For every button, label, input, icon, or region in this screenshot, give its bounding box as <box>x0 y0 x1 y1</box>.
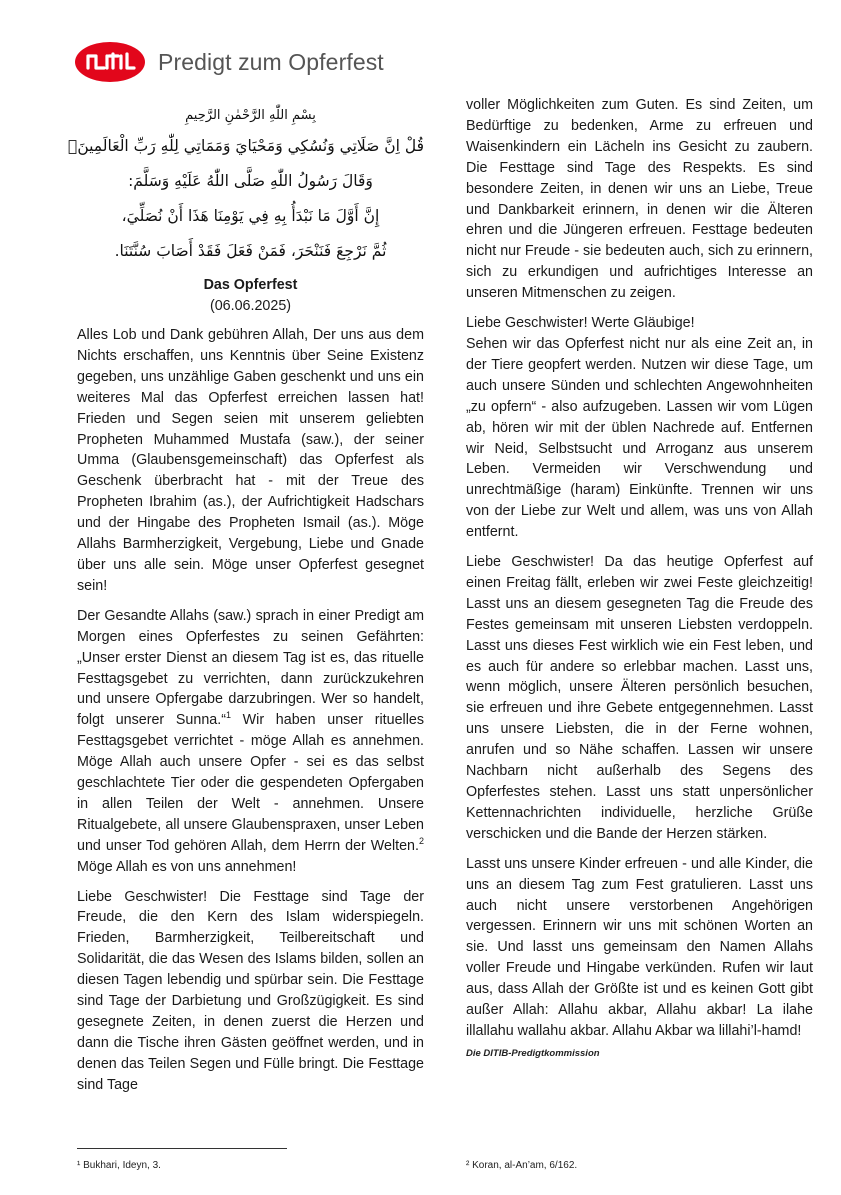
arabic-verse-block <box>68 103 424 269</box>
paragraph-opfer-heading: Liebe Geschwister! Werte Gläubige! <box>466 315 695 332</box>
page-header <box>74 40 384 84</box>
arabic-line-1: قُلْ اِنَّ صَلَاتِي وَنُسُكِي وَمَحْيَايَ وَمَمَاتِي لِلّٰهِ رَبِّ الْعَالَمِينَۙ <box>68 137 424 155</box>
paragraph-opfer: Sehen wir das Opferfest nicht nur als eine Zeit an, in der Tiere geopfert werden. Nutzen wir diese Tage, um auch unsere Sünden und schlechten Angewohnheiten „zu opfern“ - also aufzugeben. Lassen wir vom Lügen ab, hören wir mit der üblen Nachrede auf. Entfernen wir Neid, Selbstsucht und Arroganz aus unserem Leben. Vermeiden wir Verschwendung und unrechtmäßige (haram) Einkünfte. Trennen wir uns von der Liebe zur Welt und allem, was uns von Allah entfernt. <box>466 335 813 541</box>
arabic-line-4: ثُمَّ نَرْجِعَ فَنَنْحَرَ، فَمَنْ فَعَلَ فَقَدْ أَصَابَ سُنَّتَنَا. <box>114 242 387 260</box>
arabic-basmala: بِسْمِ اللّٰهِ الرَّحْمٰنِ الرَّحِيمِ <box>185 108 316 123</box>
paragraph-intro: Alles Lob und Dank gebühren Allah, Der uns aus dem Nichts erschaffen, uns Kenntnis über Seine Existenz gegeben, uns unzählige Gaben geschenkt und uns ein weiteres Mal das Opferfest erreichen lassen hat! Frieden und Segen seien mit unserem geliebten Propheten Muhammed Mustafa (saw.), der seiner Umma (Glaubensgemeinschaft) das Opferfest als Geschenk überbracht hat - mit der Treue des Propheten Ibrahim (as.), der Aufrichtigkeit Hadschars und der Hingabe des Propheten Ismail (as.). Möge Allahs Barmherzigkeit, Vergebung, Liebe und Gnade über uns alle sein. Möge unser Opferfest gesegnet sein! <box>77 327 424 594</box>
paragraph-freitag: Liebe Geschwister! Da das heutige Opferfest auf einen Freitag fällt, erleben wir zwei Feste gleichzeitig! Lasst uns an diesem gesegneten Tag die Freude des Festes gemeinsam mit unseren Liebsten verdoppeln. Lasst uns dieses Fest wirklich wie ein Fest leben, und es auch für andere so erlebbar machen. Lasst uns, wenn möglich, unsere Älteren persönlich besuchen, sie erfreuen und ihre Gebete entgegennehmen. Lasst uns unsere Liebsten, die in der Ferne wohnen, anrufen und so Nähe schaffen. Lassen wir unsere Nachbarn nicht außerhalb des Segens des Opferfestes stehen. Lasst uns statt unpersönlicher Kettennachrichten individuelle, herzliche Grüße verschicken und die Bande der Herzen stärken. <box>466 554 813 842</box>
ditib-logo <box>74 41 146 83</box>
right-column <box>466 95 813 1059</box>
sermon-heading <box>77 275 424 317</box>
arabic-line-2: وَقَالَ رَسُولُ اللّٰهِ صَلَّى اللّٰهُ عَلَيْهِ وَسَلَّمَ: <box>128 172 373 190</box>
hadith-text-end: Möge Allah es von uns annehmen! <box>77 858 297 875</box>
hadith-text: Der Gesandte Allahs (saw.) sprach in einer Predigt am Morgen eines Opferfestes zu seinen Gefährten: „Unser erster Dienst an diesem Tag ist es, das rituelle Festtagsgebet zu verrichten, dann zurückzukehren und unsere Opfergabe darzubringen. Wer so handelt, folgt unserer Sunna.“ <box>77 607 424 729</box>
paragraph-festtage-cont: voller Möglichkeiten zum Guten. Es sind Zeiten, um Bedürftige zu bedenken, Arme zu erfreuen und Waisenkindern ein Lächeln ins Gesicht zu zaubern. Die Festtage sind Tage des Respekts. Es sind besondere Zeiten, in denen wir uns an Liebe, Treue und Dankbarkeit erinnern, in denen wir die Älteren ehren und die Jüngeren erfreuen. Festtage bedeuten nicht nur Freude - sie bedeuten auch, sich zu erinnern, sich zu erkundigen und aufrichtiges Interesse an unseren Mitmenschen zu zeigen. <box>466 97 813 302</box>
footnote-ref-2: 2 <box>418 835 424 846</box>
footnote-ref-1: 1 <box>225 710 231 721</box>
left-column <box>68 95 424 1096</box>
footnote-1: ¹ Bukhari, Ideyn, 3. <box>77 1160 161 1171</box>
sermon-date: (06.06.2025) <box>209 298 292 314</box>
hadith-text-cont: Wir haben unser rituelles Festtagsgebet verrichtet - möge Allah es annehmen. Möge Allah auch unsere Opfer - sei es das selbst geschlachtete Tier oder die gespendeten Opfergaben in allen Teilen der Welt - annehmen. Unsere Ritualgebete, all unsere Glaubenspraxen, unser Leben und unser Tod gehören Allah, dem Herrn der Welten. <box>77 712 424 854</box>
footnote-2: ² Koran, al-An’am, 6/162. <box>466 1160 578 1171</box>
page-title: Predigt zum Opferfest <box>158 48 384 75</box>
paragraph-kinder: Lasst uns unsere Kinder erfreuen - und alle Kinder, die uns an diesem Tag zum Fest gratulieren. Lasst uns auch nicht unsere verstorbenen Angehörigen vergessen. Erinnern wir uns mit schönen Worten an sie. Und lasst uns gemeinsam den Namen Allahs voller Freude und Hingabe verkünden. Rufen wir laut aus, dass Allah der Größte ist und es keinen Gott gibt außer Allah: Allahu akbar, Allahu akbar! La ilahe illallahu wallahu akbar. Allahu Akbar wa lillahi’l-hamd! <box>466 855 813 1039</box>
sermon-title: Das Opferfest <box>203 277 298 293</box>
arabic-line-3: إِنَّ أَوَّلَ مَا نَبْدَأُ بِهِ فِي يَوْمِنَا هَذَا أَنْ نُصَلِّيَ، <box>121 207 380 225</box>
paragraph-festtage: Liebe Geschwister! Die Festtage sind Tage der Freude, die den Kern des Islam widerspiegeln. Frieden, Barmherzigkeit, Teilbereitschaft und Solidarität, die das Wesen des Islams bilden, sollen an diesen Tagen lebendig und spürbar sein. Die Festtage sind Tage der Darbietung und Großzügigkeit. Es sind gesegnete Zeiten, in denen zuerst die Herzen und dann die Tische ihren Gästen geöffnet werden, und in denen das Teilen Segen und Fülle bringt. Die Festtage sind Tage <box>77 888 424 1093</box>
signature: Die DITIB-Predigtkommission <box>466 1047 600 1059</box>
paragraph-hadith <box>77 606 424 878</box>
footnote-separator <box>77 1148 287 1149</box>
